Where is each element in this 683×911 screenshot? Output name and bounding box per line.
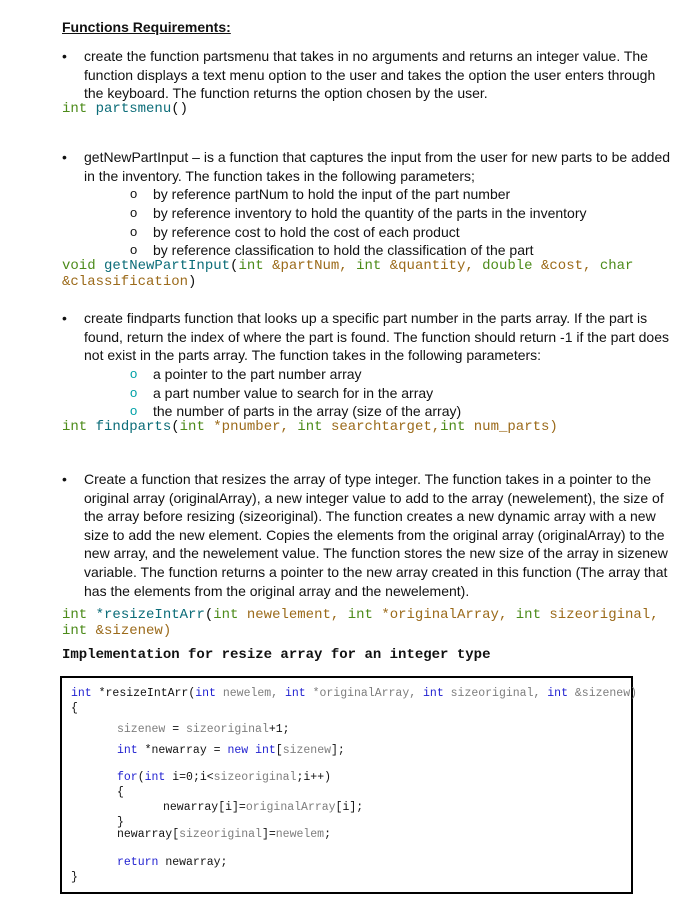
sub-marker: o [130,366,138,381]
bullet-2: • [62,149,67,165]
section2-text: getNewPartInput – is a function that captures the input from the user for new parts to be added in the inventory. The function takes in the following parameters; [84,149,671,184]
code-line-9: newarray[sizeoriginal]=newelem; [117,828,331,841]
page-heading: Functions Requirements: [62,19,231,35]
implementation-title: Implementation for resize array for an integer type [62,647,491,663]
sig4-p1: newelement, [246,607,340,623]
sig4-p4t: int [62,623,88,639]
section4-text: Create a function that resizes the array of type integer. The function takes in a pointer to the original array (originalArray), a new integer value to add to the array (newelement), the size of the array before resizing (sizeoriginal). The function creates a new dynamic array with a new size to add the new element. Copies the elements from the original array (originalArray) to the new array, and the newelement value. The function stores the new size of the array in sizenew variable. The function returns a pointer to the new array created in this function (The array that has the elements from the original array and the newelement). [84,471,668,599]
sig4-p1t: int [213,607,239,623]
bullet-1: • [62,48,67,64]
sig3-p1: *pnumber, [213,419,289,435]
section2-item: by reference partNum to hold the input of the part number [153,186,511,202]
sig4-p4: &sizenew) [95,623,172,639]
sig2-name: getNewPartInput [104,258,231,274]
sig2-p3: &cost, [540,258,592,274]
code-line-10: return newarray; [117,856,228,869]
section2-signature: void getNewPartInput(int &partNum, int &quantity, double &cost, char &classification) [62,258,634,290]
section1-text: create the function partsmenu that takes in no arguments and returns an integer value. The function displays a text menu option to the user and takes the option the user enters through the keyboard. The function returns the option chosen by the user. [84,48,656,102]
sig1-rest: () [171,101,189,117]
sig4-type: int [62,607,88,623]
sig2-p4: &classification [62,274,189,290]
code-line-5: for(int i=0;i<sizeoriginal;i++) [117,771,331,784]
sub-marker: o [130,186,138,201]
sig2-p2t: int [356,258,382,274]
code-line-8: } [117,816,124,829]
section4-signature: int *resizeIntArr(int newelement, int *originalArray, int sizeoriginal, int &sizenew) [62,607,659,639]
sig2-p1: &partNum, [272,258,348,274]
section3-item: a part number value to search for in the array [153,385,434,401]
sig4-p2: *originalArray, [381,607,508,623]
code-line-4: int *newarray = new int[sizenew]; [117,744,345,757]
section1-signature [62,101,188,117]
section2-item: by reference classification to hold the classification of the part [153,242,534,258]
sig3-name: findparts [95,419,172,435]
sig3-p3: num_parts) [473,419,558,435]
code-line-2: { [71,702,78,715]
implementation-code-box [60,676,638,894]
sub-marker: o [130,205,138,220]
sig4-name: *resizeIntArr [95,607,205,623]
sig2-p2: &quantity, [389,258,474,274]
sig2-p3t: double [482,258,533,274]
sig3-p1t: int [179,419,205,435]
bullet-4: • [62,471,67,487]
section3-signature: int findparts(int *pnumber, int searchtarget,int num_parts) [62,419,558,435]
sig2-p1t: int [238,258,264,274]
sub-marker: o [130,403,138,418]
code-line-7: newarray[i]=originalArray[i]; [163,801,364,814]
section3-item: a pointer to the part number array [153,366,362,382]
sig2-close: ) [188,274,197,290]
code-line-3: sizenew = sizeoriginal+1; [117,723,290,736]
section3-item: the number of parts in the array (size of the array) [153,403,462,419]
sub-marker: o [130,224,138,239]
sig4-p2t: int [347,607,373,623]
sig1-type: int [62,101,88,117]
code-line-6: { [117,786,124,799]
sig4-p3: sizeoriginal, [549,607,659,623]
sig3-p3t: int [440,419,466,435]
bullet-3: • [62,310,67,326]
code-line-1: int *resizeIntArr(int newelem, int *originalArray, int sizeoriginal, int &sizenew) [71,687,638,700]
section2-item: by reference inventory to hold the quantity of the parts in the inventory [153,205,587,221]
sig3-type: int [62,419,88,435]
sig3-p2: searchtarget, [330,419,441,435]
section3-text: create findparts function that looks up a specific part number in the parts array. If the part is found, return the index of where the part is found. The function should return -1 if the part does not exist in the parts array. The function takes in the following parameters: [84,310,669,364]
section2-item: by reference cost to hold the cost of each product [153,224,460,240]
sub-marker: o [130,385,138,400]
sig3-p2t: int [297,419,323,435]
sig2-type: void [62,258,96,274]
sig4-p3t: int [515,607,541,623]
sig2-p4t: char [599,258,634,274]
sig1-name: partsmenu [95,101,172,117]
code-line-11: } [71,871,78,884]
sub-marker: o [130,242,138,257]
